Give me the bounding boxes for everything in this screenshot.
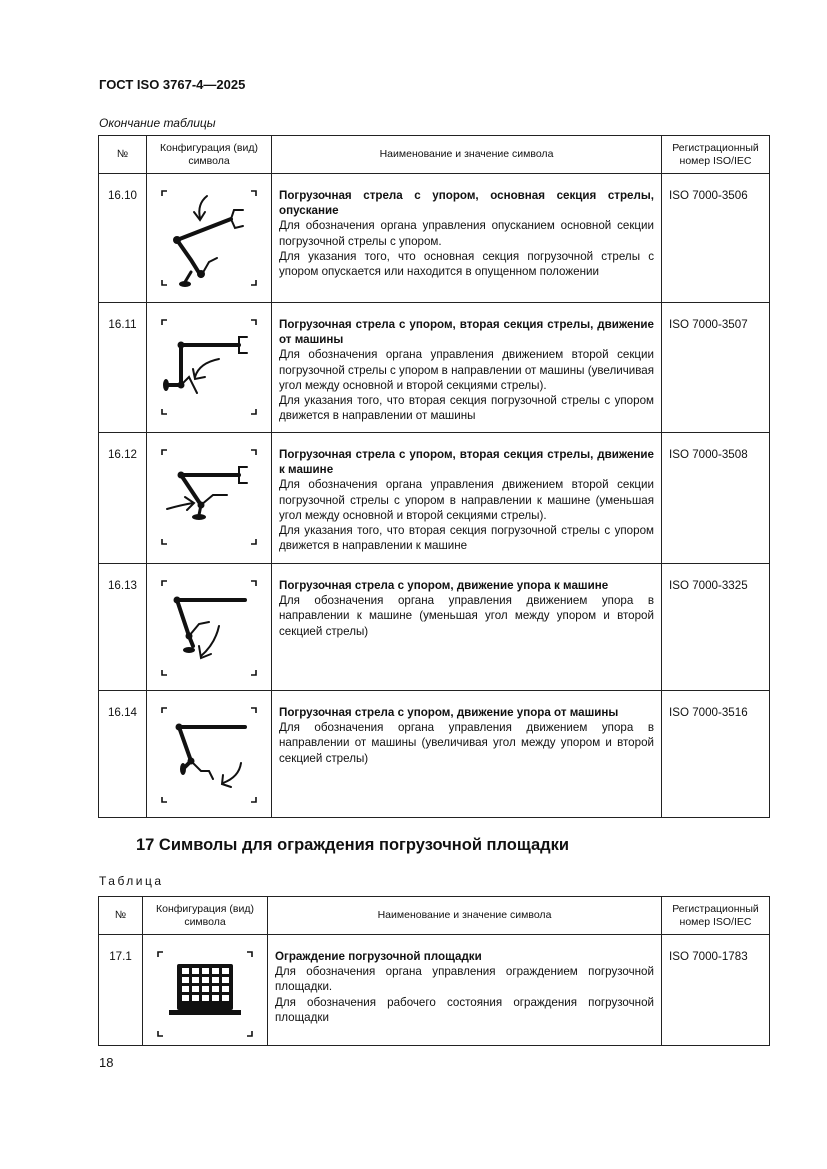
symbol-title: Ограждение погрузочной площадки bbox=[275, 950, 482, 963]
symbol-meaning-line: Для обозначения органа управления движением второй секции погрузочной стрелы с упором в направлении к машине (уменьшая угол между основной и второй секциями стрелы). bbox=[279, 478, 654, 522]
col-header-name-meaning: Наименование и значение символа bbox=[268, 897, 662, 935]
symbol-title: Погрузочная стрела с упором, вторая секция стрелы, движение к машине bbox=[279, 448, 654, 477]
col-header-registration: Регистрационный номер ISO/IEC bbox=[662, 897, 770, 935]
registration-number: ISO 7000-3508 bbox=[662, 433, 770, 564]
loader-boom-stabilizer-away-icon bbox=[159, 705, 259, 805]
table-header-row bbox=[99, 897, 770, 935]
symbol-title: Погрузочная стрела с упором, вторая секция стрелы, движение от машины bbox=[279, 318, 654, 347]
table-row bbox=[99, 564, 770, 691]
table-row bbox=[99, 935, 770, 1046]
symbol-description bbox=[272, 564, 662, 691]
table-row bbox=[99, 303, 770, 433]
row-number: 16.12 bbox=[99, 433, 147, 564]
col-header-number: № bbox=[99, 136, 147, 174]
symbol-meaning-line: Для указания того, что основная секция погрузочной стрелы с упором опускается или находится в опущенном положении bbox=[279, 249, 654, 279]
symbol-cell bbox=[147, 564, 272, 691]
loader-boom-stabilizer-toward-icon bbox=[159, 578, 259, 678]
symbol-description bbox=[272, 691, 662, 818]
symbol-cell bbox=[147, 174, 272, 303]
loader-boom-main-section-lower-icon bbox=[159, 188, 259, 288]
symbol-meaning-line: Для обозначения рабочего состояния ограждения погрузочной площадки bbox=[275, 995, 654, 1024]
symbol-cell bbox=[147, 303, 272, 433]
row-number: 16.13 bbox=[99, 564, 147, 691]
col-header-configuration: Конфигурация (вид) символа bbox=[147, 136, 272, 174]
table-row bbox=[99, 691, 770, 818]
symbol-title: Погрузочная стрела с упором, движение упора от машины bbox=[279, 706, 619, 719]
table-header-row bbox=[99, 136, 770, 174]
col-header-registration: Регистрационный номер ISO/IEC bbox=[662, 136, 770, 174]
symbol-description bbox=[272, 174, 662, 303]
symbol-meaning-line: Для обозначения органа управления ограждением погрузочной площадки. bbox=[275, 965, 654, 994]
col-header-configuration: Конфигурация (вид) символа bbox=[143, 897, 268, 935]
symbols-table-16 bbox=[98, 135, 770, 818]
symbol-description bbox=[272, 303, 662, 433]
symbol-meaning-line: Для обозначения органа управления опусканием основной секции погрузочной стрелы с упором. bbox=[279, 219, 654, 248]
registration-number: ISO 7000-3325 bbox=[662, 564, 770, 691]
symbol-title: Погрузочная стрела с упором, основная секция стрелы, опускание bbox=[279, 189, 654, 218]
col-header-name-meaning: Наименование и значение символа bbox=[272, 136, 662, 174]
table-row bbox=[99, 174, 770, 303]
registration-number: ISO 7000-3516 bbox=[662, 691, 770, 818]
symbol-meaning-line: Для указания того, что вторая секция погрузочной стрелы с упором движется в направлении к машине bbox=[279, 524, 654, 553]
registration-number: ISO 7000-3506 bbox=[662, 174, 770, 303]
table-continuation-caption: Окончание таблицы bbox=[99, 116, 216, 130]
symbol-meaning-line: Для обозначения органа управления движением упора в направлении от машины (увеличивая угол между упором и второй секцией стрелы) bbox=[279, 721, 654, 765]
symbol-meaning-line: Для указания того, что вторая секция погрузочной стрелы с упором движется в направлении от машины bbox=[279, 394, 654, 423]
registration-number: ISO 7000-1783 bbox=[662, 935, 770, 1046]
row-number: 16.14 bbox=[99, 691, 147, 818]
loader-boom-second-section-away-icon bbox=[159, 317, 259, 417]
symbol-title: Погрузочная стрела с упором, движение упора к машине bbox=[279, 579, 609, 592]
row-number: 16.10 bbox=[99, 174, 147, 303]
symbol-description bbox=[272, 433, 662, 564]
document-code: ГОСТ ISO 3767-4—2025 bbox=[99, 77, 246, 92]
row-number: 16.11 bbox=[99, 303, 147, 433]
col-header-number: № bbox=[99, 897, 143, 935]
symbol-meaning-line: Для обозначения органа управления движением упора в направлении к машине (уменьшая угол между упором и второй секцией стрелы) bbox=[279, 594, 654, 638]
section-heading: 17 Символы для ограждения погрузочной площадки bbox=[136, 836, 570, 854]
symbols-table-17 bbox=[98, 896, 770, 1046]
loading-platform-guard-icon bbox=[155, 949, 255, 1039]
page-number: 18 bbox=[99, 1055, 114, 1070]
loader-boom-second-section-toward-icon bbox=[159, 447, 259, 547]
symbol-description bbox=[268, 935, 662, 1046]
symbol-meaning-line: Для обозначения органа управления движением второй секции погрузочной стрелы с упором в направлении от машины (увеличивая угол между основной и второй секциями стрелы). bbox=[279, 348, 654, 392]
table-row bbox=[99, 433, 770, 564]
symbol-cell bbox=[147, 433, 272, 564]
registration-number: ISO 7000-3507 bbox=[662, 303, 770, 433]
symbol-cell bbox=[147, 691, 272, 818]
row-number: 17.1 bbox=[99, 935, 143, 1046]
table-caption: Таблица bbox=[99, 874, 164, 888]
symbol-cell bbox=[143, 935, 268, 1046]
